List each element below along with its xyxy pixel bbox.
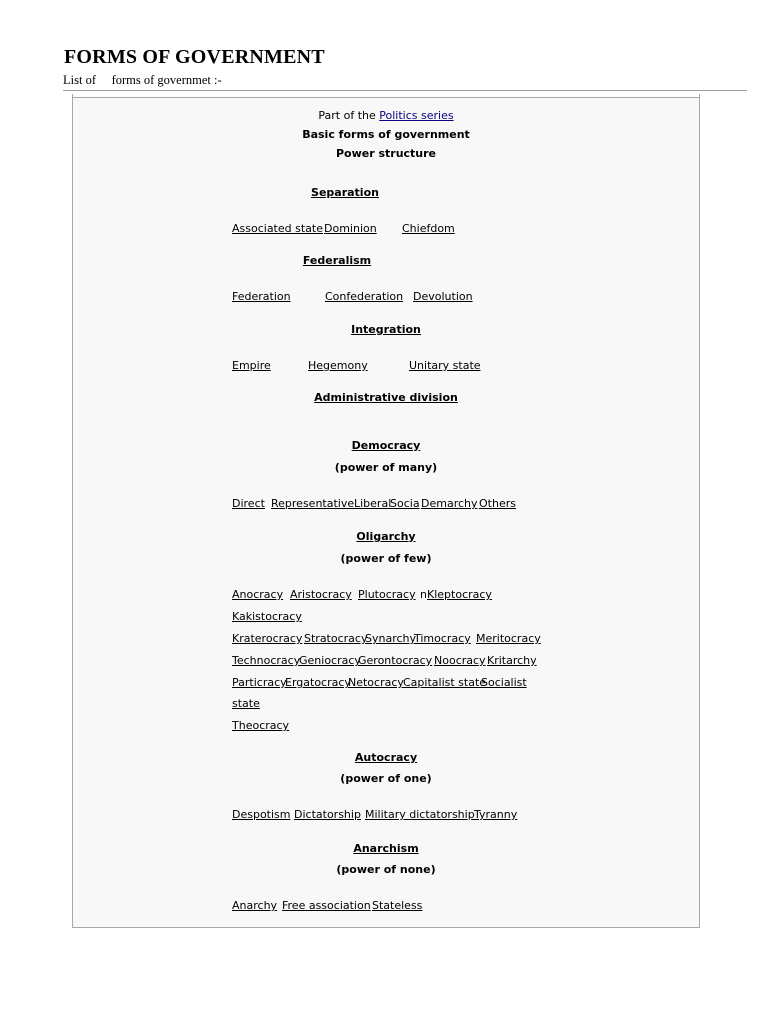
dominion-link[interactable]: Dominion	[324, 222, 377, 235]
stray-letter: n	[420, 588, 427, 601]
stateless-link[interactable]: Stateless	[372, 899, 423, 912]
politics-infobox	[72, 97, 700, 928]
despotism-link[interactable]: Despotism	[232, 808, 291, 821]
stratocracy-link[interactable]: Stratocracy	[304, 632, 368, 645]
politics-series-link[interactable]: Politics series	[379, 109, 454, 122]
kritarchy-link[interactable]: Kritarchy	[487, 654, 537, 667]
democracy-subheading: (power of many)	[334, 461, 438, 474]
power-structure-heading: Power structure	[335, 147, 437, 160]
timocracy-link[interactable]: Timocracy	[414, 632, 471, 645]
autocracy-subheading: (power of one)	[340, 772, 432, 785]
particracy-link[interactable]: Particracy	[232, 676, 287, 689]
oligarchy-subheading: (power of few)	[340, 552, 432, 565]
oligarchy-heading-link[interactable]: Oligarchy	[356, 530, 416, 543]
associated-state-link[interactable]: Associated state	[232, 222, 323, 235]
demarchy-link[interactable]: Demarchy	[421, 497, 478, 510]
ergatocracy-link[interactable]: Ergatocracy	[285, 676, 351, 689]
geniocracy-link[interactable]: Geniocracy	[299, 654, 361, 667]
socialist-state-link-continued[interactable]: state	[232, 697, 260, 710]
dictatorship-link[interactable]: Dictatorship	[294, 808, 361, 821]
confederation-link[interactable]: Confederation	[325, 290, 404, 303]
document-subtitle: List of forms of governmet :-	[63, 73, 222, 87]
socialist-state-link[interactable]: Socialist	[481, 676, 527, 689]
chiefdom-link[interactable]: Chiefdom	[402, 222, 455, 235]
series-line	[318, 109, 453, 123]
theocracy-link[interactable]: Theocracy	[232, 719, 290, 732]
social-democracy-link[interactable]: Socia	[390, 497, 420, 510]
anarchism-heading-link[interactable]: Anarchism	[353, 842, 419, 855]
technocracy-link[interactable]: Technocracy	[232, 654, 301, 667]
aristocracy-link[interactable]: Aristocracy	[290, 588, 352, 601]
devolution-link[interactable]: Devolution	[413, 290, 473, 303]
integration-heading-link[interactable]: Integration	[351, 323, 421, 336]
autocracy-heading-link[interactable]: Autocracy	[354, 751, 418, 764]
free-association-link[interactable]: Free association	[282, 899, 371, 912]
democracy-others-link[interactable]: Others	[479, 497, 516, 510]
synarchy-link[interactable]: Synarchy	[365, 632, 417, 645]
anarchism-subheading: (power of none)	[336, 863, 436, 876]
kakistocracy-link[interactable]: Kakistocracy	[232, 610, 302, 623]
series-prefix: Part of the	[318, 109, 380, 122]
tyranny-link[interactable]: Tyranny	[474, 808, 518, 821]
document-title: FORMS OF GOVERNMENT	[64, 46, 325, 68]
empire-link[interactable]: Empire	[232, 359, 271, 372]
anarchy-link[interactable]: Anarchy	[232, 899, 278, 912]
basic-forms-heading: Basic forms of government	[302, 128, 470, 141]
gerontocracy-link[interactable]: Gerontocracy	[358, 654, 433, 667]
liberal-democracy-link[interactable]: Liberal	[354, 497, 392, 510]
capitalist-state-link[interactable]: Capitalist state	[403, 676, 487, 689]
federation-link[interactable]: Federation	[232, 290, 291, 303]
direct-democracy-link[interactable]: Direct	[232, 497, 265, 510]
democracy-heading-link[interactable]: Democracy	[351, 439, 421, 452]
kraterocracy-link[interactable]: Kraterocracy	[232, 632, 303, 645]
noocracy-link[interactable]: Noocracy	[434, 654, 486, 667]
administrative-division-link[interactable]: Administrative division	[314, 391, 458, 404]
anocracy-link[interactable]: Anocracy	[232, 588, 284, 601]
horizontal-rule	[63, 90, 747, 91]
military-dictatorship-link[interactable]: Military dictatorship	[365, 808, 475, 821]
hegemony-link[interactable]: Hegemony	[308, 359, 368, 372]
meritocracy-link[interactable]: Meritocracy	[476, 632, 541, 645]
separation-heading-link[interactable]: Separation	[311, 186, 379, 199]
unitary-state-link[interactable]: Unitary state	[409, 359, 481, 372]
kleptocracy-link[interactable]: Kleptocracy	[427, 588, 492, 601]
plutocracy-link[interactable]: Plutocracy	[358, 588, 416, 601]
netocracy-link[interactable]: Netocracy	[348, 676, 404, 689]
representative-democracy-link[interactable]: Representative	[271, 497, 355, 510]
federalism-heading-link[interactable]: Federalism	[302, 254, 372, 267]
